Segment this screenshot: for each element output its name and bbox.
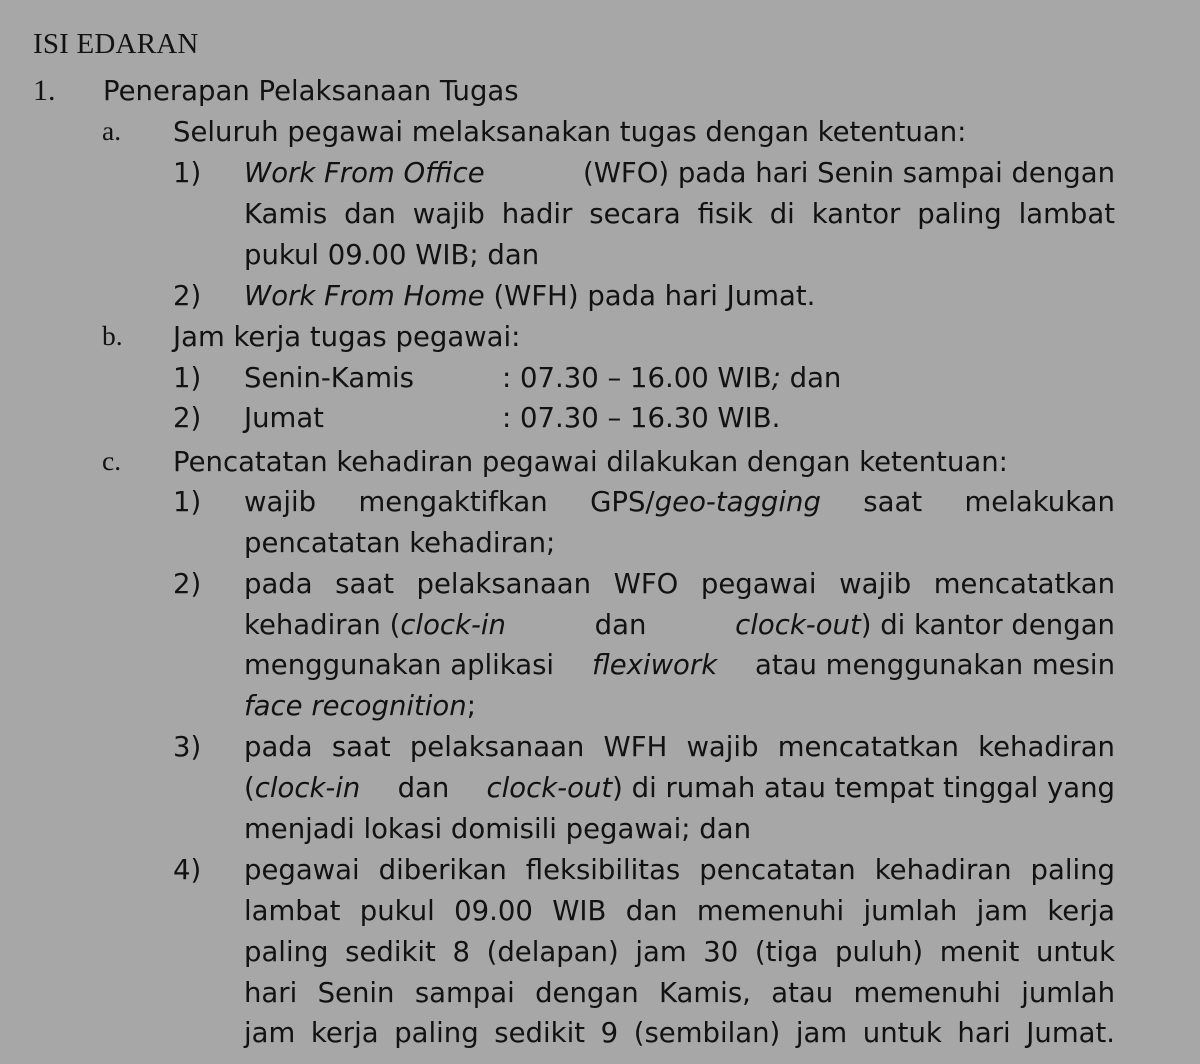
- item-c1-marker: 1): [173, 486, 202, 518]
- item-c2-line2: [244, 609, 1115, 641]
- section-heading: ISI EDARAN: [33, 28, 199, 60]
- item-b2-day: Jumat: [244, 402, 324, 434]
- item-c4-line5: jam kerja paling sedikit 9 (sembilan) jam untuk hari Jumat.: [244, 1017, 1115, 1049]
- item-c2-line4: [244, 690, 476, 722]
- item-c2-line3: [244, 649, 1115, 681]
- item-c2-di-kantor: ) di kantor dengan: [860, 609, 1115, 641]
- item-c1-w3: [590, 486, 821, 518]
- item-c3-line1: pada saat pelaksanaan WFH wajib mencatatkan kehadiran: [244, 731, 1115, 763]
- item-c1-w5: melakukan: [964, 486, 1115, 518]
- item-b1-semicolon: ;: [771, 362, 781, 394]
- item-b1-day: Senin-Kamis: [244, 362, 414, 394]
- clock-out-term: clock-out: [735, 609, 861, 641]
- item-c3-line2: [244, 772, 1115, 804]
- face-recognition-term: face recognition: [244, 690, 467, 722]
- item-c3-l2-part1: [244, 772, 361, 804]
- item-b1-time-line: [502, 362, 842, 394]
- wfo-term: Work From Office: [244, 157, 485, 189]
- item-a1-marker: 1): [173, 157, 202, 189]
- item-c-text: Pencatatan kehadiran pegawai dilakukan dengan ketentuan:: [173, 446, 1008, 478]
- item-c3-marker: 3): [173, 731, 202, 763]
- item-c3-dan: dan: [397, 772, 450, 804]
- item-c2-dan: dan: [594, 609, 647, 641]
- item-a2-line: [244, 280, 816, 312]
- clock-in-term: clock-in: [400, 609, 506, 641]
- geotagging-term: geo-tagging: [654, 486, 821, 518]
- item-c2-marker: 2): [173, 568, 202, 600]
- item-b2-marker: 2): [173, 402, 202, 434]
- flexiwork-term: flexiwork: [591, 649, 718, 681]
- item-c2-l4-rest: ;: [466, 690, 476, 722]
- item-a2-marker: 2): [173, 280, 202, 312]
- clock-in-term-2: clock-in: [254, 772, 361, 804]
- item-c2-kehadiran: kehadiran (: [244, 609, 401, 641]
- item-b2-time: : 07.30 – 16.30 WIB.: [502, 402, 781, 434]
- item-a1-line1: [244, 157, 1115, 189]
- item-b1-time: : 07.30 – 16.00 WIB: [502, 362, 772, 394]
- item-c4-line3: paling sedikit 8 (delapan) jam 30 (tiga puluh) menit untuk: [244, 936, 1115, 968]
- item-c4-line2: lambat pukul 09.00 WIB dan memenuhi jumlah jam kerja: [244, 895, 1115, 927]
- item-b1-suffix: dan: [780, 362, 842, 394]
- item-a-marker: a.: [102, 115, 122, 146]
- gps-term: GPS/: [590, 486, 655, 518]
- item-a1-line1-rest: (WFO) pada hari Senin sampai dengan: [583, 157, 1115, 189]
- item-c-marker: c.: [102, 445, 122, 476]
- wfh-term: Work From Home: [244, 280, 485, 312]
- section-title: Penerapan Pelaksanaan Tugas: [103, 75, 519, 107]
- item-c1-w4: saat: [863, 486, 923, 518]
- item-a-text: Seluruh pegawai melaksanakan tugas dengan ketentuan:: [173, 116, 967, 148]
- item-c2-l3-a: menggunakan aplikasi: [244, 649, 555, 681]
- item-c2-line1: pada saat pelaksanaan WFO pegawai wajib mencatatkan: [244, 568, 1115, 600]
- item-c1-w1: wajib: [244, 486, 317, 518]
- item-c4-marker: 4): [173, 854, 202, 886]
- item-b-marker: b.: [102, 320, 123, 351]
- section-number: 1.: [33, 74, 56, 107]
- item-c1-line1: [244, 486, 1115, 518]
- item-c2-l2-part1: [244, 609, 506, 641]
- item-c3-paren: (: [244, 772, 255, 804]
- item-c3-l2-part3: [486, 772, 1115, 804]
- item-c1-line2: pencatatan kehadiran;: [244, 527, 556, 559]
- item-a2-rest: (WFH) pada hari Jumat.: [493, 280, 816, 312]
- item-c2-l2-part3: [735, 609, 1115, 641]
- item-c3-di-rumah: ) di rumah atau tempat tinggal yang: [612, 772, 1115, 804]
- item-a1-line2: Kamis dan wajib hadir secara fisik di kantor paling lambat: [244, 198, 1115, 230]
- item-c2-l3-c: atau menggunakan mesin: [755, 649, 1115, 681]
- item-b1-marker: 1): [173, 362, 202, 394]
- item-a1-line3: pukul 09.00 WIB; dan: [244, 239, 540, 271]
- item-c1-w2: mengaktifkan: [358, 486, 548, 518]
- item-c4-line4: hari Senin sampai dengan Kamis, atau memenuhi jumlah: [244, 977, 1115, 1009]
- clock-out-term-2: clock-out: [486, 772, 613, 804]
- item-c4-line1: pegawai diberikan fleksibilitas pencatatan kehadiran paling: [244, 854, 1115, 886]
- item-c3-line3: menjadi lokasi domisili pegawai; dan: [244, 813, 752, 845]
- item-b-text: Jam kerja tugas pegawai:: [173, 321, 521, 353]
